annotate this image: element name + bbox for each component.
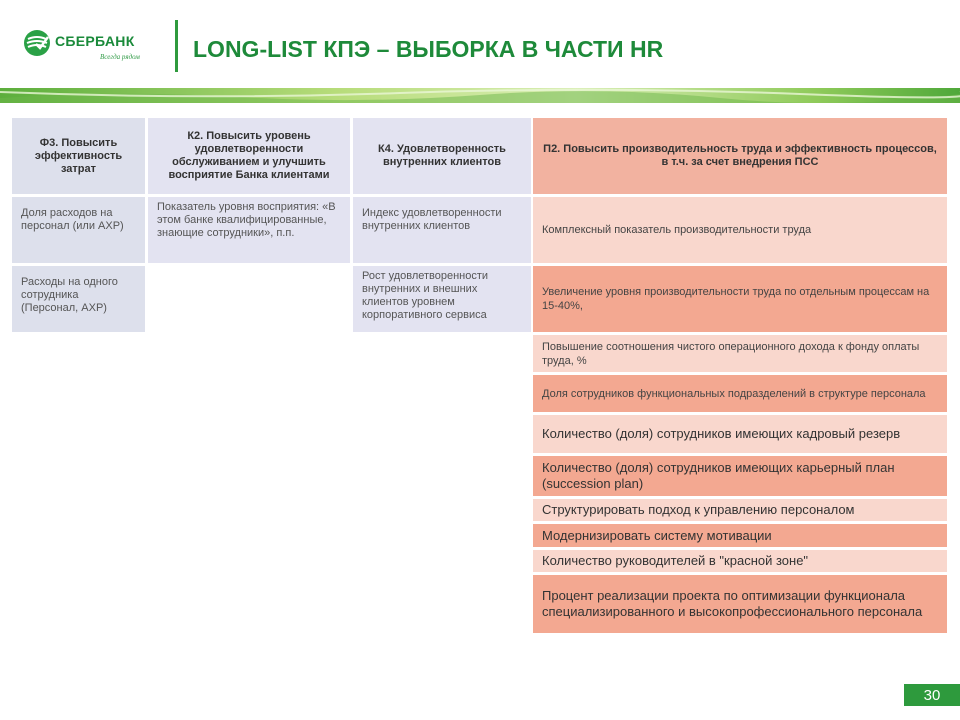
logo-slogan: Всегда рядом xyxy=(100,53,140,61)
table-cell-k2-1: Показатель уровня восприятия: «В этом банке квалифицированные, знающие сотрудники», п.п. xyxy=(148,197,350,263)
column-header-f3: Ф3. Повысить эффективность затрат xyxy=(12,118,145,194)
slide-header xyxy=(0,0,960,90)
decorative-leaf-band xyxy=(0,88,960,103)
table-cell-f3-2: Расходы на одного сотрудника (Персонал, АХР) xyxy=(12,266,145,332)
table-cell-p2-1: Комплексный показатель производительности труда xyxy=(533,197,947,263)
table-cell-p2-4: Доля сотрудников функциональных подразделений в структуре персонала xyxy=(533,375,947,412)
column-header-k2: К2. Повысить уровень удовлетворенности обслуживанием и улучшить восприятие Банка клиентами xyxy=(148,118,350,194)
table-cell-k4-2: Рост удовлетворенности внутренних и внешних клиентов уровнем корпоративного сервиса xyxy=(353,266,531,332)
table-cell-p2-5: Количество (доля) сотрудников имеющих кадровый резерв xyxy=(533,415,947,453)
logo-text: СБЕРБАНК xyxy=(55,33,135,49)
table-cell-p2-7: Структурировать подход к управлению персоналом xyxy=(533,499,947,521)
table-cell-p2-9: Количество руководителей в "красной зоне" xyxy=(533,550,947,572)
column-header-p2: П2. Повысить производительность труда и эффективность процессов, в т.ч. за счет внедрения ПСС xyxy=(533,118,947,194)
title-divider xyxy=(175,20,178,72)
column-header-k4: К4. Удовлетворенность внутренних клиентов xyxy=(353,118,531,194)
table-cell-k4-1: Индекс удовлетворенности внутренних клиентов xyxy=(353,197,531,263)
slide-title: LONG-LIST КПЭ – ВЫБОРКА В ЧАСТИ HR xyxy=(193,36,664,62)
page-number: 30 xyxy=(904,684,960,706)
sberbank-logo-icon xyxy=(22,28,52,58)
table-cell-p2-2: Увеличение уровня производительности труда по отдельным процессам на 15-40%, xyxy=(533,266,947,332)
table-cell-f3-1: Доля расходов на персонал (или АХР) xyxy=(12,197,145,263)
table-cell-p2-8: Модернизировать систему мотивации xyxy=(533,524,947,547)
table-cell-p2-10: Процент реализации проекта по оптимизации функционала специализированного и высокопрофессионального персонала xyxy=(533,575,947,633)
sberbank-logo xyxy=(22,26,157,66)
table-cell-p2-3: Повышение соотношения чистого операционного дохода к фонду оплаты труда, % xyxy=(533,335,947,372)
table-cell-p2-6: Количество (доля) сотрудников имеющих карьерный план (succession plan) xyxy=(533,456,947,496)
